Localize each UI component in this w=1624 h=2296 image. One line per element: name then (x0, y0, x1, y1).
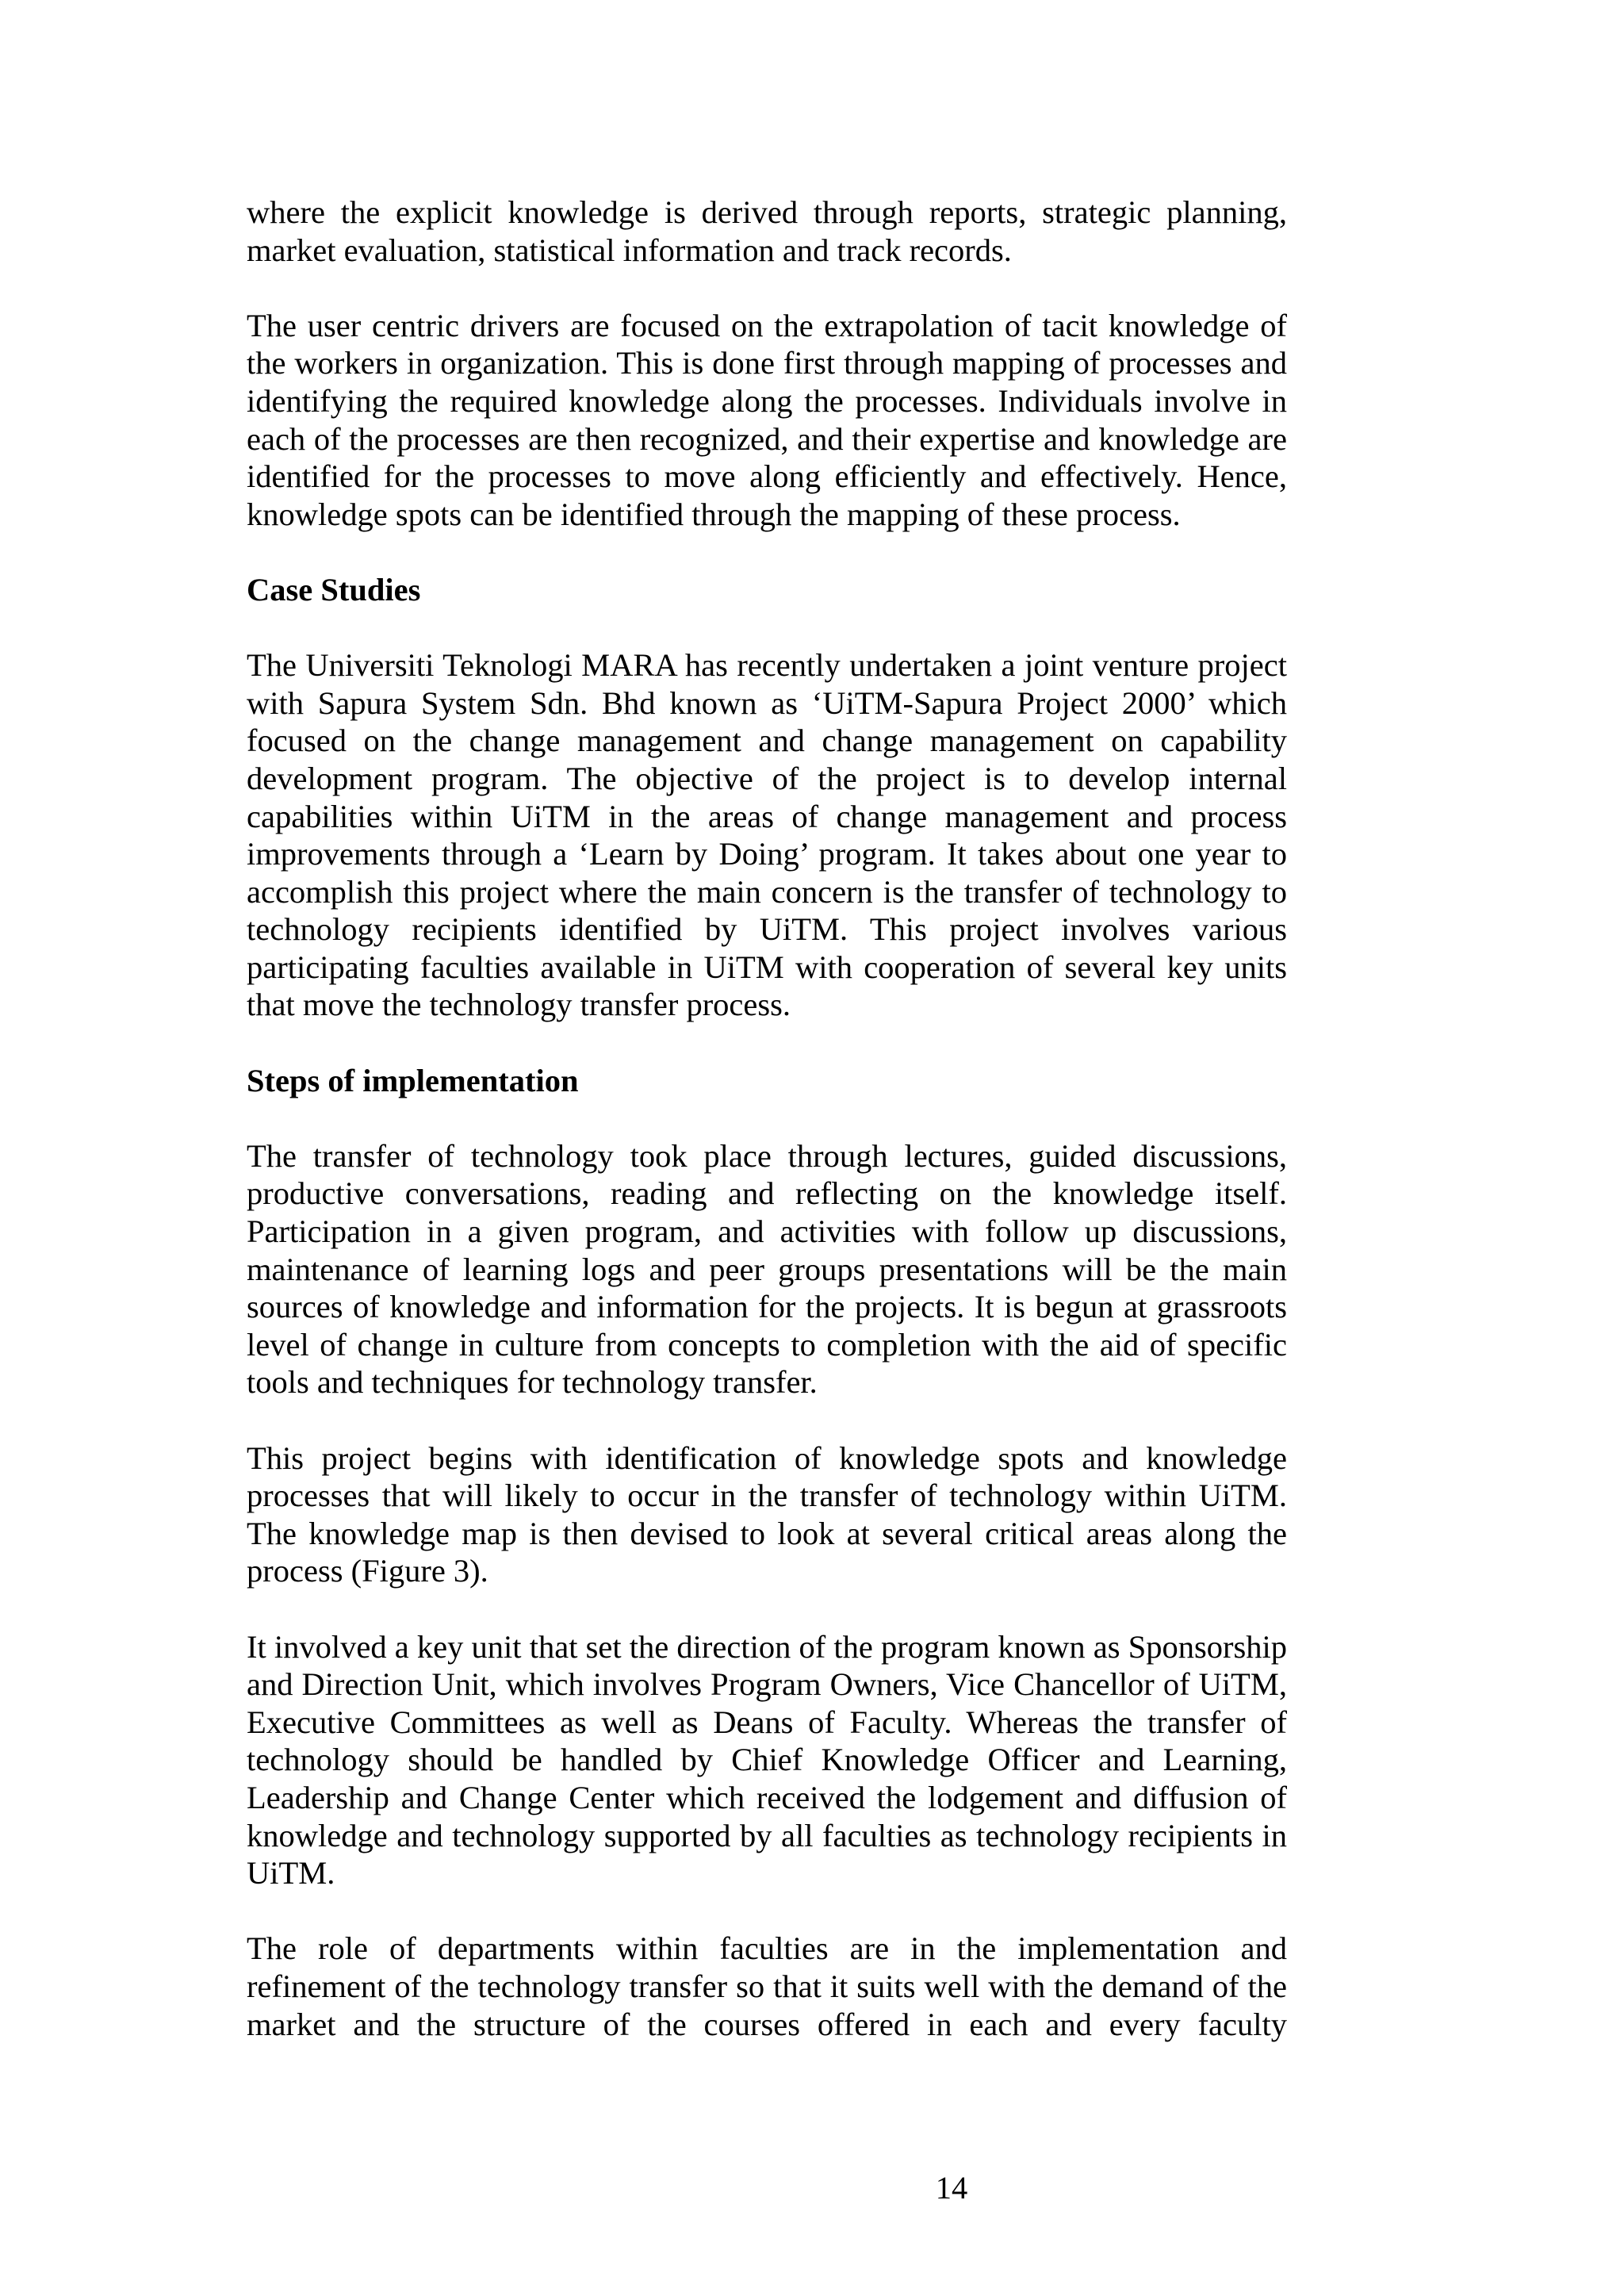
heading-steps-of-implementation: Steps of implementation (247, 1062, 579, 1098)
paragraph-explicit-knowledge: where the explicit knowledge is derived through reports, strategic planning, market evaluation, statistical information and track records. (247, 194, 1287, 268)
paragraph-project-begins: This project begins with identification of knowledge spots and knowledge processes that will likely to occur in the transfer of technology within UiTM. The knowledge map is then devised to look at several critical areas along the process (Figure 3). (247, 1439, 1287, 1589)
paragraph-role-of-departments: The role of departments within faculties are in the implementation and refinement of the technology transfer so that it suits well with the demand of the market and the structure of the courses offered in each and every faculty (247, 1930, 1287, 2042)
paragraph-key-unit: It involved a key unit that set the direction of the program known as Sponsorship and Direction Unit, which involves Program Owners, Vice Chancellor of UiTM, Executive Committees as well as Deans of Faculty. Whereas the transfer of technology should be handled by Chief Knowledge Officer and Learning, Leadership and Change Center which received the lodgement and diffusion of knowledge and technology supported by all faculties as technology recipients in UiTM. (247, 1628, 1287, 1892)
page-content (247, 194, 1287, 2081)
heading-case-studies: Case Studies (247, 571, 421, 608)
paragraph-user-centric-drivers: The user centric drivers are focused on the extrapolation of tacit knowledge of the workers in organization. This is done first through mapping of processes and identifying the required knowledge along the processes. Individuals involve in each of the processes are then recognized, and their expertise and knowledge are identified for the processes to move along efficiently and effectively. Hence, knowledge spots can be identified through the mapping of these process. (247, 307, 1287, 532)
paragraph-case-studies: The Universiti Teknologi MARA has recently undertaken a joint venture project with Sapura System Sdn. Bhd known as ‘UiTM-Sapura Project 2000’ which focused on the change management and change management on capability development program. The objective of the project is to develop internal capabilities within UiTM in the areas of change management and process improvements through a ‘Learn by Doing’ program. It takes about one year to accomplish this project where the main concern is the transfer of technology to technology recipients identified by UiTM. This project involves various participating faculties available in UiTM with cooperation of several key units that move the technology transfer process. (247, 647, 1287, 1023)
paragraph-transfer-of-technology: The transfer of technology took place through lectures, guided discussions, productive conversations, reading and reflecting on the knowledge itself. Participation in a given program, and activities with follow up discussions, maintenance of learning logs and peer groups presentations will be the main sources of knowledge and information for the projects. It is begun at grassroots level of change in culture from concepts to completion with the aid of specific tools and techniques for technology transfer. (247, 1137, 1287, 1401)
page-number: 14 (935, 2170, 968, 2206)
